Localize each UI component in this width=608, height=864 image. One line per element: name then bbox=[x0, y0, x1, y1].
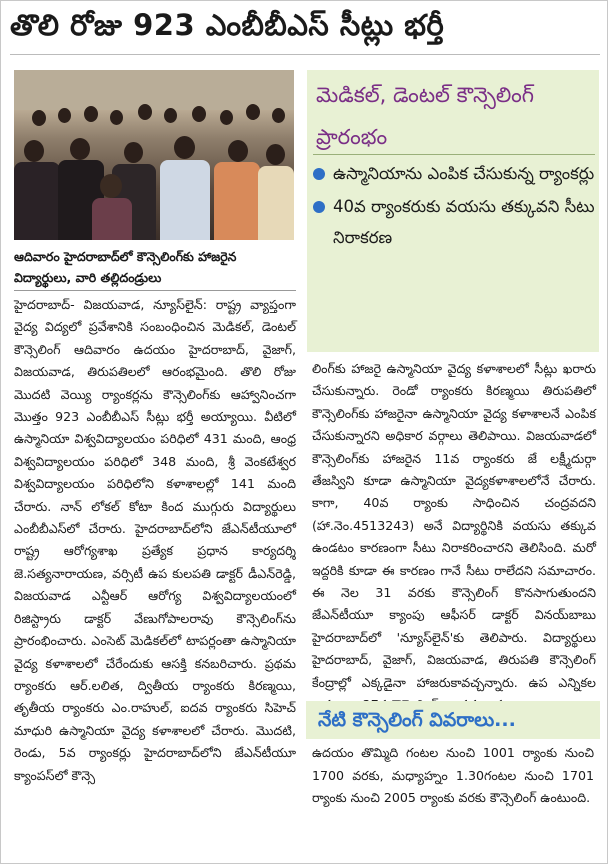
article-left-text: హైదరాబాద్- విజయవాడ, న్యూస్‌లైన్: రాష్ట్ర వ్యాప్తంగా వైద్య విద్యలో ప్రవేశానికి సంబంధించిన మెడికల్, డెంటల్ కౌన్సెలింగ్ ఆదివారం ఉదయం హైదరాబాద్, వైజాగ్, విజయవాడ, తిరుపతిలలో ఆరంభమైంది. తొలి రోజు మొదటి వెయ్యి ర్యాంకర్లను కౌన్సెలింగ్‌కు ఆహ్వానించగా మొత్తం 923 ఎంబీబీఎస్ సీట్లు భర్తీ అయ్యాయి. వీటిలో ఉస్మానియా విశ్వవిద్యాలయం పరిధిలో 431 మంది, ఆంధ్ర విశ్వవిద్యాలయం పరిధిలో 348 మంది, శ్రీ వెంకటేశ్వర విశ్వవిద్యాలయం పరిధిలోని కళాశాలల్లో 141 మంది చేరారు. నాన్ లోకల్ కోటా కింద ముగ్గురు విద్యార్థులు ఎంబీబీఎస్‌లో చేరారు. హైదరాబాద్‌లోని జేఎన్‌టీయూలో రాష్ట్ర ఆరోగ్యశాఖ ప్రత్యేక ప్రధాన కార్యదర్శి జె.సత్యనారాయణ, వర్సిటీ ఉప కులపతి డాక్టర్ డీఎన్‌రెడ్డి, విజయవాడ ఎన్టీఆర్ ఆరోగ్య విశ్వవిద్యాలయంలో రిజిస్ట్రారు డాక్టర్ వేణుగోపాలరావు కౌన్సెలింగ్‌ను ప్రారంభించారు. ఎంసెట్ మెడికల్‌లో టాపర్లంతా ఉస్మానియా వైద్య కళాశాలలో చేరేందుకు ఆసక్తి కనబరిచారు. ప్రథమ ర్యాంకరు ఆర్.లలిత, ద్వితీయ ర్యాంకరు కిరణ్మయి, తృతీయ ర్యాంకరు ఎం.రాహుల్, ఐదవ ర్యాంకరు సిహెచ్ మాధురి ఉస్మానియా వైద్య కళాశాలలో చేరారు. మొదటి, రెండు, 5వ ర్యాంకర్లు హైదరాబాద్‌లోని జేఎన్‌టీయూ క్యాంపస్‌లో కౌన్సె bbox=[14, 297, 296, 783]
article-right-column bbox=[312, 358, 596, 694]
bullet-text: 40వ ర్యాంకరుకు వయసు తక్కువని సీటు నిరాకరణ bbox=[333, 197, 595, 247]
caption-rule bbox=[14, 290, 296, 291]
subhead-rule bbox=[313, 154, 595, 155]
counselling-crowd-photo bbox=[14, 70, 294, 240]
headline-rule bbox=[10, 54, 600, 55]
photo-caption: ఆదివారం హైదరాబాద్‌లో కౌన్సెలింగ్‌కు హాజరైన విద్యార్థులు, వారి తల్లిదండ్రులు bbox=[14, 249, 237, 285]
bullet-item bbox=[313, 158, 595, 189]
article-right-text: లింగ్‌కు హాజరై ఉస్మానియా వైద్య కళాశాలలో సీట్లు ఖరారు చేసుకున్నారు. రెండో ర్యాంకరు కిరణ్మయి తిరుపతిలో కౌన్సెలింగ్‌కు హాజరైనా ఉస్మానియా వైద్య కళాశాలనే ఎంపిక చేసుకున్నారని అధికార వర్గాలు తెలిపాయి. విజయవాడలో కౌన్సెలింగ్‌కు హాజరైన 11వ ర్యాంకరు జే లక్ష్మీదుర్గా తేజస్విని కూడా ఉస్మానియా వైద్యకళాశాలలోనే చేరారు. కాగా, 40వ ర్యాంకు సాధించిన చంద్రవదని (హా.నెం.4513243) అనే విద్యార్థినికి వయసు తక్కువ ఉండటం కారణంగా సీటు నిరాకరించారని తెలిసింది. మరో ఇద్దరికి కూడా ఈ కారణం గానే సీటు రాలేదని సమాచారం. ఈ నెల 31 వరకు కౌన్సెలింగ్ కొనసాగుతుందని జేఎన్‌టీయూ క్యాంపు ఆఫీసర్ డాక్టర్ వినయ్‌బాబు హైదరాబాద్‌లో 'న్యూస్‌లైన్'కు తెలిపారు. విద్యార్థులు హైదరాబాద్, వైజాగ్, విజయవాడ, తిరుపతి కౌన్సెలింగ్ కేంద్రాల్లో ఎక్కడైనా హాజరుకావచ్చన్నారు. ఉప ఎన్నికల bbox=[312, 361, 596, 690]
schedule-box-title: నేటి కౌన్సెలింగ్ వివరాలు... bbox=[318, 709, 516, 731]
bullet-text: ఉస్మానియాను ఎంపిక చేసుకున్న ర్యాంకర్లు bbox=[333, 164, 595, 183]
bullet-list bbox=[313, 158, 595, 255]
schedule-box-text: ఉదయం తొమ్మిది గంటల నుంచి 1001 ర్యాంకు నుంచి 1700 వరకు, మధ్యాహ్నం 1.30గంటల నుంచి 1701 ర్యాంకు నుంచి 2005 ర్యాంకు వరకు కౌన్సెలింగ్ ఉంటుంది. bbox=[312, 745, 594, 806]
bullet-dot-icon bbox=[313, 201, 325, 213]
bullet-item bbox=[313, 191, 595, 253]
article-left-column bbox=[14, 294, 296, 860]
subhead: మెడికల్, డెంటల్ కౌన్సెలింగ్ ప్రారంభం bbox=[316, 83, 535, 149]
bullet-dot-icon bbox=[313, 168, 325, 180]
headline: తొలి రోజు 923 ఎంబీబీఎస్ సీట్లు భర్తీ bbox=[10, 8, 445, 42]
